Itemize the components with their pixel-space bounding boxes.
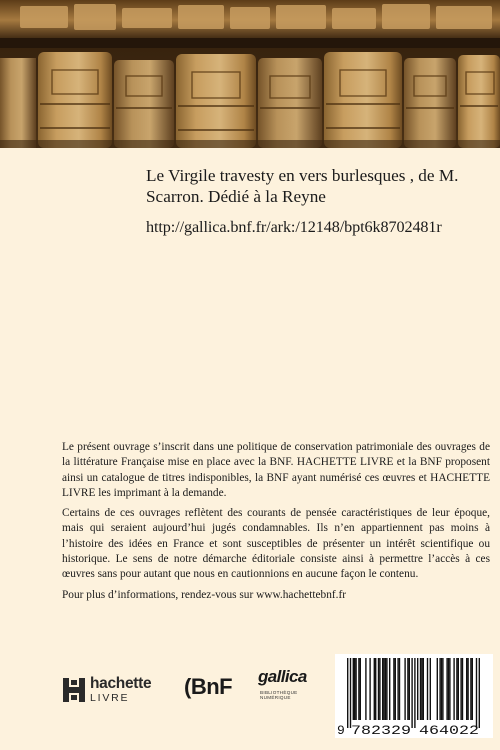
- barcode-bar: [360, 658, 361, 720]
- gallica-sub-line1: BIBLIOTHÈQUE: [260, 690, 298, 695]
- book-spines-photo: [0, 0, 500, 148]
- barcode-bar: [393, 658, 394, 720]
- barcode-bar: [458, 658, 459, 720]
- gallica-sub-line2: NUMÉRIQUE: [260, 695, 291, 701]
- notice-info: Pour plus d’informations, rendez-vous sur www.hachettebnf.fr: [62, 588, 347, 601]
- barcode-bar: [417, 658, 418, 720]
- bnf-logo: (BnF: [184, 674, 233, 699]
- barcode-bar: [448, 658, 449, 720]
- barcode-bar: [442, 658, 443, 720]
- barcode-bar: [460, 658, 461, 720]
- barcode-bar: [453, 658, 454, 720]
- barcode-bar: [407, 658, 408, 720]
- barcode-bar: [409, 658, 410, 720]
- barcode-bar: [353, 658, 354, 720]
- barcode-bar: [414, 658, 415, 728]
- barcode-bar: [382, 658, 383, 720]
- barcode-bar: [411, 658, 412, 728]
- barcode-bar: [354, 658, 355, 720]
- barcode-bar: [423, 658, 424, 720]
- barcode-bar: [479, 658, 480, 728]
- barcode-bar: [365, 658, 366, 720]
- barcode-bar: [439, 658, 440, 720]
- barcode-bar: [389, 658, 390, 720]
- gallica-sub: [260, 690, 298, 701]
- book-title: Le Virgile travesty en vers burlesques , de M. Scarron. Dédié à la Reyne: [146, 166, 459, 206]
- barcode-bar: [386, 658, 387, 720]
- barcode-graphic: [335, 654, 493, 738]
- barcode-left-digits: 782329: [351, 723, 411, 738]
- hachette-word: hachette: [90, 675, 152, 692]
- barcode-bar: [446, 658, 447, 720]
- hachette-livre-logo: [62, 672, 174, 708]
- barcode-first-digit: 9: [337, 723, 345, 738]
- barcode-bar: [430, 658, 431, 720]
- hachette-sub: LIVRE: [90, 692, 130, 704]
- barcode-bars: [347, 658, 480, 728]
- isbn-barcode: [335, 654, 493, 738]
- barcode-bar: [437, 658, 438, 720]
- barcode-bar: [472, 658, 473, 720]
- barcode-bar: [441, 658, 442, 720]
- barcode-bar: [399, 658, 400, 720]
- barcode-bar: [383, 658, 384, 720]
- barcode-bar: [467, 658, 468, 720]
- barcode-bar: [404, 658, 405, 720]
- barcode-bar: [350, 658, 351, 728]
- barcode-bar: [420, 658, 421, 720]
- barcode-bar: [358, 658, 359, 720]
- barcode-bar: [355, 658, 356, 720]
- barcode-bar: [378, 658, 379, 720]
- barcode-bar: [395, 658, 396, 720]
- barcode-bar: [462, 658, 463, 720]
- barcode-bar: [347, 658, 348, 728]
- barcode-bar: [466, 658, 467, 720]
- barcode-bar: [470, 658, 471, 720]
- barcode-bar: [375, 658, 376, 720]
- publisher-logos: [62, 667, 322, 710]
- notice-paragraph-1: Le présent ouvrage s’inscrit dans une politique de conservation patrimoniale des ouvrages de la littérature Française mise en place avec la BNF. HACHETTE LIVRE et la BNF proposent ainsi un catalogue de titres indisponibles, la BNF ayant numérisé ces œuvres et HACHETTE LIVRE les imprimant à la demande.: [62, 441, 490, 499]
- gallica-word: gallica: [258, 667, 307, 686]
- notice-paragraph-2: Certains de ces ouvrages reflètent des courants de pensée caractéristiques de leur époque, mais qui seraient aujourd’hui jugés condamnables. Ils n’en appartiennent pas moins à l’histoire des idées en France et sont susceptibles de présenter un intérêt scientifique ou historique. Le sens de notre démarche éditoriale consiste ainsi à permettre l’accès à ces œuvres sans pour autant que nous en cautionnions en aucune façon le contenu.: [62, 507, 490, 581]
- barcode-right-digits: 464022: [419, 723, 479, 738]
- barcode-bar: [374, 658, 375, 720]
- barcode-bar: [397, 658, 398, 720]
- barcode-bar: [421, 658, 422, 720]
- barcode-bar: [449, 658, 450, 720]
- barcode-bar: [369, 658, 370, 720]
- barcode-bar: [379, 658, 380, 720]
- barcode-bar: [427, 658, 428, 720]
- publisher-notice: [62, 440, 490, 608]
- barcode-bar: [385, 658, 386, 720]
- gallica-url[interactable]: http://gallica.bnf.fr/ark:/12148/bpt6k8702481r: [146, 218, 442, 236]
- barcode-bar: [456, 658, 457, 720]
- hachette-logo-icon: [62, 677, 86, 703]
- gallica-logo: [258, 667, 328, 710]
- barcode-bar: [476, 658, 477, 728]
